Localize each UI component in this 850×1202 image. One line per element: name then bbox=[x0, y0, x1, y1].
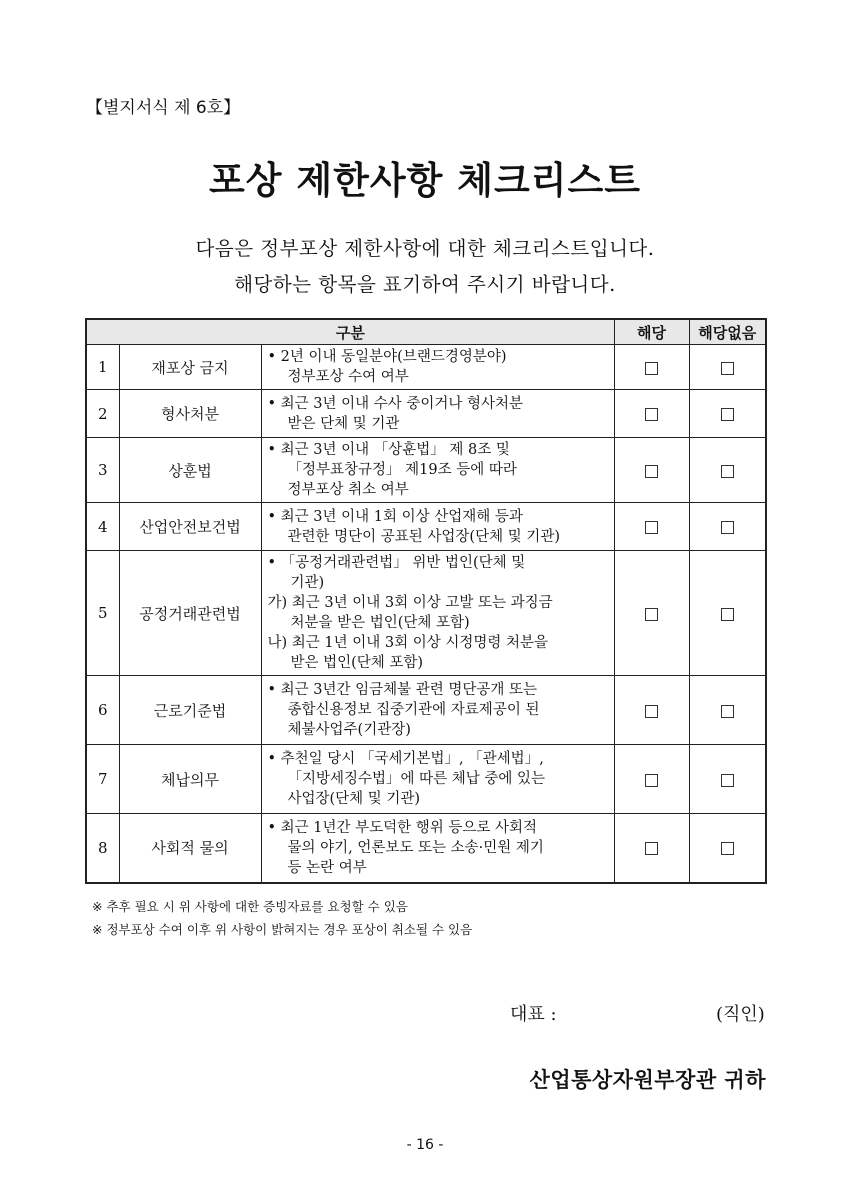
page-number: - 16 - bbox=[406, 1137, 444, 1153]
not-applicable-cell bbox=[689, 345, 766, 390]
criteria-line: 종합신용정보 집중기관에 자료제공이 된 bbox=[287, 702, 540, 718]
applicable-checkbox[interactable] bbox=[645, 608, 658, 621]
criteria-line: • 최근 3년 이내 수사 중이거나 형사처분 bbox=[267, 395, 524, 412]
applicable-cell bbox=[614, 390, 689, 438]
table-row bbox=[86, 551, 766, 676]
representative-label: 대표 : bbox=[510, 1004, 557, 1025]
table-row bbox=[86, 745, 766, 814]
criteria-line: 등 논란 여부 bbox=[287, 859, 367, 876]
row-category: 산업안전보건법 bbox=[119, 503, 261, 551]
not-applicable-checkbox[interactable] bbox=[721, 705, 734, 718]
row-category: 사회적 물의 bbox=[119, 814, 261, 883]
applicable-checkbox[interactable] bbox=[645, 521, 658, 534]
not-applicable-cell bbox=[689, 438, 766, 503]
row-criteria bbox=[261, 551, 614, 676]
applicable-checkbox[interactable] bbox=[645, 465, 658, 478]
criteria-line: 처분을 받은 법인(단체 포함) bbox=[290, 615, 470, 631]
criteria-line: 「정부표창규정」 제19조 등에 따라 bbox=[287, 462, 517, 478]
not-applicable-checkbox[interactable] bbox=[721, 362, 734, 375]
applicable-checkbox[interactable] bbox=[645, 408, 658, 421]
applicable-checkbox[interactable] bbox=[645, 705, 658, 718]
applicable-cell bbox=[614, 551, 689, 676]
not-applicable-cell bbox=[689, 745, 766, 814]
row-criteria bbox=[261, 345, 614, 390]
criteria-line: • 추천일 당시 「국세기본법」, 「관세법」, bbox=[267, 751, 544, 767]
criteria-line: 「지방세징수법」에 따른 체납 중에 있는 bbox=[287, 771, 546, 787]
row-number: 6 bbox=[86, 676, 119, 745]
not-applicable-checkbox[interactable] bbox=[721, 842, 734, 855]
not-applicable-checkbox[interactable] bbox=[721, 608, 734, 621]
intro-line-1: 다음은 정부포상 제한사항에 대한 체크리스트입니다. bbox=[195, 237, 655, 260]
applicable-checkbox[interactable] bbox=[645, 362, 658, 375]
row-category: 근로기준법 bbox=[119, 676, 261, 745]
row-criteria bbox=[261, 503, 614, 551]
criteria-line: 기관) bbox=[290, 575, 325, 591]
row-number: 1 bbox=[86, 345, 119, 390]
criteria-line: • 「공정거래관련법」 위반 법인(단체 및 bbox=[267, 555, 526, 571]
form-label: 【별지서식 제 6호】 bbox=[86, 98, 241, 118]
criteria-line: 나) 최근 1년 이내 3회 이상 시정명령 처분을 bbox=[267, 635, 548, 651]
not-applicable-checkbox[interactable] bbox=[721, 408, 734, 421]
criteria-line: 물의 야기, 언론보도 또는 소송·민원 제기 bbox=[287, 839, 544, 856]
applicable-cell bbox=[614, 676, 689, 745]
document-title: 포상 제한사항 체크리스트 bbox=[209, 159, 641, 202]
table-row bbox=[86, 814, 766, 883]
table-row bbox=[86, 438, 766, 503]
table-header-row bbox=[86, 319, 766, 345]
table-row bbox=[86, 390, 766, 438]
row-number: 2 bbox=[86, 390, 119, 438]
row-category: 체납의무 bbox=[119, 745, 261, 814]
criteria-line: 정부포상 수여 여부 bbox=[287, 369, 409, 385]
row-number: 5 bbox=[86, 551, 119, 676]
footnote: ※ 정부포상 수여 이후 위 사항이 밝혀지는 경우 포상이 취소될 수 있음 bbox=[92, 922, 473, 937]
criteria-line: • 최근 3년 이내 1회 이상 산업재해 등과 bbox=[267, 508, 523, 525]
criteria-line: 정부포상 취소 여부 bbox=[287, 482, 409, 498]
criteria-line: • 2년 이내 동일분야(브랜드경영분야) bbox=[267, 349, 507, 365]
footnotes bbox=[92, 895, 472, 941]
row-category: 재포상 금지 bbox=[119, 345, 261, 390]
row-criteria bbox=[261, 390, 614, 438]
criteria-line: 가) 최근 3년 이내 3회 이상 고발 또는 과징금 bbox=[267, 595, 553, 611]
intro-line-2: 해당하는 항목을 표기하여 주시기 바랍니다. bbox=[234, 273, 616, 296]
criteria-line: 받은 단체 및 기관 bbox=[287, 415, 400, 432]
row-criteria bbox=[261, 745, 614, 814]
criteria-line: • 최근 3년간 임금체불 관련 명단공개 또는 bbox=[267, 682, 538, 698]
applicable-cell bbox=[614, 745, 689, 814]
applicable-cell bbox=[614, 345, 689, 390]
header-category: 구분 bbox=[86, 319, 614, 345]
applicable-checkbox[interactable] bbox=[645, 774, 658, 787]
not-applicable-checkbox[interactable] bbox=[721, 521, 734, 534]
checklist-table bbox=[85, 318, 767, 884]
row-number: 4 bbox=[86, 503, 119, 551]
row-number: 7 bbox=[86, 745, 119, 814]
row-number: 8 bbox=[86, 814, 119, 883]
header-applicable: 해당 bbox=[614, 319, 689, 345]
applicable-checkbox[interactable] bbox=[645, 842, 658, 855]
row-criteria bbox=[261, 438, 614, 503]
not-applicable-cell bbox=[689, 551, 766, 676]
row-criteria bbox=[261, 676, 614, 745]
row-criteria bbox=[261, 814, 614, 883]
table-row bbox=[86, 345, 766, 390]
not-applicable-cell bbox=[689, 503, 766, 551]
criteria-line: 받은 법인(단체 포함) bbox=[290, 655, 424, 671]
applicable-cell bbox=[614, 438, 689, 503]
applicable-cell bbox=[614, 814, 689, 883]
table-row bbox=[86, 503, 766, 551]
criteria-line: • 최근 1년간 부도덕한 행위 등으로 사회적 bbox=[267, 819, 538, 836]
row-category: 형사처분 bbox=[119, 390, 261, 438]
row-category: 공정거래관련법 bbox=[119, 551, 261, 676]
footnote: ※ 추후 필요 시 위 사항에 대한 증빙자료를 요청할 수 있음 bbox=[92, 899, 408, 914]
row-category: 상훈법 bbox=[119, 438, 261, 503]
not-applicable-checkbox[interactable] bbox=[721, 774, 734, 787]
not-applicable-cell bbox=[689, 390, 766, 438]
header-not-applicable: 해당없음 bbox=[689, 319, 766, 345]
criteria-line: 사업장(단체 및 기관) bbox=[287, 791, 421, 807]
row-number: 3 bbox=[86, 438, 119, 503]
recipient: 산업통상자원부장관 귀하 bbox=[529, 1068, 766, 1092]
not-applicable-cell bbox=[689, 676, 766, 745]
table-row bbox=[86, 676, 766, 745]
criteria-line: 관련한 명단이 공표된 사업장(단체 및 기관) bbox=[287, 528, 560, 545]
not-applicable-cell bbox=[689, 814, 766, 883]
criteria-line: • 최근 3년 이내 「상훈법」 제 8조 및 bbox=[267, 442, 510, 458]
not-applicable-checkbox[interactable] bbox=[721, 465, 734, 478]
seal-label: (직인) bbox=[716, 1004, 765, 1025]
applicable-cell bbox=[614, 503, 689, 551]
criteria-line: 체불사업주(기관장) bbox=[287, 722, 411, 738]
